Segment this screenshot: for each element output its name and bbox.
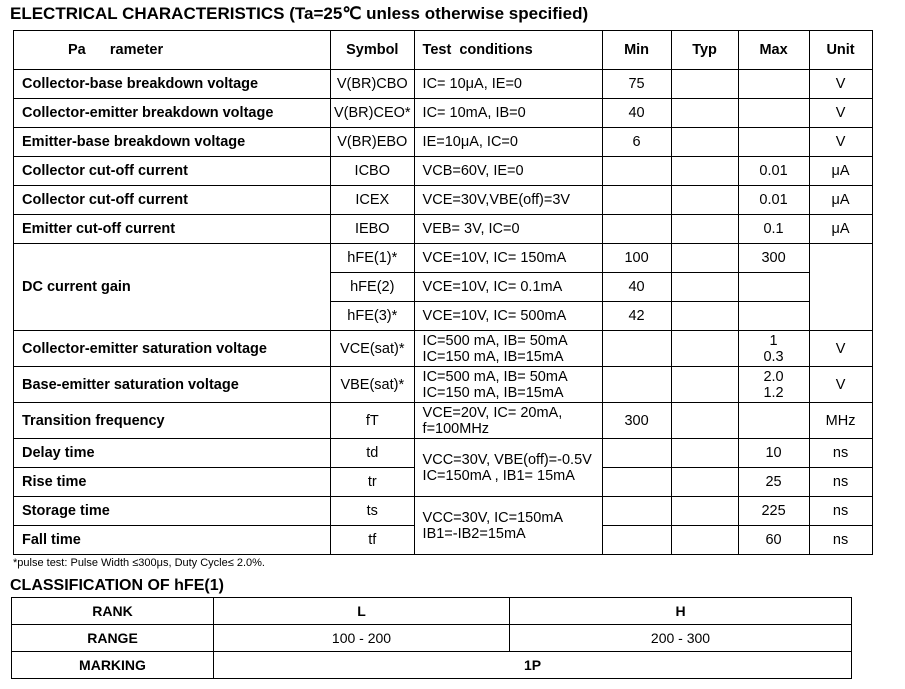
rank-l: L bbox=[214, 598, 510, 625]
rank-label: RANK bbox=[12, 598, 214, 625]
symbol-cell: tr bbox=[331, 468, 415, 497]
typ-cell bbox=[671, 403, 738, 439]
table-row bbox=[14, 70, 873, 99]
conditions-cell bbox=[414, 403, 602, 439]
marking-label: MARKING bbox=[12, 652, 214, 679]
min-cell: 300 bbox=[602, 403, 671, 439]
condition-line: IB1=-IB2=15mA bbox=[422, 525, 526, 542]
max-value: 0.3 bbox=[763, 348, 784, 365]
parameter-cell: Delay time bbox=[14, 439, 331, 468]
conditions-cell: IC= 10mA, IB=0 bbox=[414, 99, 602, 128]
unit-cell: μA bbox=[809, 215, 872, 244]
typ-cell bbox=[671, 99, 738, 128]
condition-line: IC=500 mA, IB= 50mA bbox=[422, 368, 568, 385]
unit-cell: V bbox=[809, 70, 872, 99]
parameter-cell: Collector-base breakdown voltage bbox=[14, 70, 331, 99]
table-row bbox=[12, 625, 852, 652]
typ-cell bbox=[671, 468, 738, 497]
unit-cell: μA bbox=[809, 157, 872, 186]
pulse-test-note: *pulse test: Pulse Width ≤300μs, Duty Cycle≤ 2.0%. bbox=[13, 557, 265, 569]
typ-cell bbox=[671, 497, 738, 526]
table-row bbox=[12, 598, 852, 625]
typ-cell bbox=[671, 367, 738, 403]
min-cell bbox=[602, 468, 671, 497]
min-cell: 75 bbox=[602, 70, 671, 99]
unit-cell: μA bbox=[809, 186, 872, 215]
typ-cell bbox=[671, 157, 738, 186]
parameter-cell: Emitter cut-off current bbox=[14, 215, 331, 244]
max-cell bbox=[738, 302, 809, 331]
table-row bbox=[14, 157, 873, 186]
conditions-cell: VEB= 3V, IC=0 bbox=[414, 215, 602, 244]
table-row bbox=[14, 215, 873, 244]
table-row bbox=[14, 128, 873, 157]
condition-line: f=100MHz bbox=[422, 420, 490, 437]
conditions-cell: VCE=30V,VBE(off)=3V bbox=[414, 186, 602, 215]
symbol-cell: V(BR)CEO* bbox=[331, 99, 415, 128]
max-cell: 300 bbox=[738, 244, 809, 273]
max-cell bbox=[738, 331, 809, 367]
typ-cell bbox=[671, 331, 738, 367]
conditions-cell: VCE=10V, IC= 150mA bbox=[414, 244, 602, 273]
unit-cell: ns bbox=[809, 497, 872, 526]
conditions-cell: VCE=10V, IC= 0.1mA bbox=[414, 273, 602, 302]
conditions-cell bbox=[414, 331, 602, 367]
min-cell bbox=[602, 367, 671, 403]
range-h: 200 - 300 bbox=[510, 625, 852, 652]
min-cell: 42 bbox=[602, 302, 671, 331]
typ-cell bbox=[671, 439, 738, 468]
parameter-cell: Collector-emitter breakdown voltage bbox=[14, 99, 331, 128]
max-cell bbox=[738, 128, 809, 157]
conditions-cell bbox=[414, 497, 602, 555]
condition-line: VCC=30V, IC=150mA bbox=[422, 509, 564, 526]
conditions-cell: VCE=10V, IC= 500mA bbox=[414, 302, 602, 331]
header-unit: Unit bbox=[809, 31, 872, 70]
unit-cell: V bbox=[809, 99, 872, 128]
symbol-cell: td bbox=[331, 439, 415, 468]
table-row bbox=[14, 186, 873, 215]
max-cell: 0.01 bbox=[738, 157, 809, 186]
conditions-cell: VCB=60V, IE=0 bbox=[414, 157, 602, 186]
conditions-cell: IE=10μA, IC=0 bbox=[414, 128, 602, 157]
min-cell: 6 bbox=[602, 128, 671, 157]
parameter-cell: Collector cut-off current bbox=[14, 186, 331, 215]
table-row bbox=[14, 403, 873, 439]
typ-cell bbox=[671, 302, 738, 331]
condition-line: VCE=20V, IC= 20mA, bbox=[422, 404, 563, 421]
symbol-cell: hFE(2) bbox=[331, 273, 415, 302]
max-cell: 25 bbox=[738, 468, 809, 497]
min-cell bbox=[602, 497, 671, 526]
typ-cell bbox=[671, 273, 738, 302]
min-cell bbox=[602, 439, 671, 468]
header-symbol: Symbol bbox=[331, 31, 415, 70]
unit-cell bbox=[809, 244, 872, 331]
min-cell bbox=[602, 331, 671, 367]
marking-value: 1P bbox=[214, 652, 852, 679]
parameter-cell: Emitter-base breakdown voltage bbox=[14, 128, 331, 157]
condition-line: IC=150 mA, IB=15mA bbox=[422, 384, 564, 401]
min-cell: 40 bbox=[602, 273, 671, 302]
parameter-cell: Rise time bbox=[14, 468, 331, 497]
condition-line: VCC=30V, VBE(off)=-0.5V bbox=[422, 451, 592, 468]
symbol-cell: VBE(sat)* bbox=[331, 367, 415, 403]
unit-cell: ns bbox=[809, 468, 872, 497]
typ-cell bbox=[671, 70, 738, 99]
range-l: 100 - 200 bbox=[214, 625, 510, 652]
electrical-characteristics-table bbox=[13, 30, 873, 555]
symbol-cell: hFE(1)* bbox=[331, 244, 415, 273]
symbol-cell: ts bbox=[331, 497, 415, 526]
rank-h: H bbox=[510, 598, 852, 625]
unit-cell: V bbox=[809, 367, 872, 403]
header-max: Max bbox=[738, 31, 809, 70]
min-cell: 100 bbox=[602, 244, 671, 273]
range-label: RANGE bbox=[12, 625, 214, 652]
parameter-cell: Collector cut-off current bbox=[14, 157, 331, 186]
symbol-cell: ICEX bbox=[331, 186, 415, 215]
max-value: 1 bbox=[769, 332, 778, 349]
max-cell bbox=[738, 99, 809, 128]
table-row bbox=[14, 99, 873, 128]
typ-cell bbox=[671, 526, 738, 555]
unit-cell: MHz bbox=[809, 403, 872, 439]
typ-cell bbox=[671, 215, 738, 244]
typ-cell bbox=[671, 186, 738, 215]
parameter-cell: Storage time bbox=[14, 497, 331, 526]
condition-line: IC=150mA , IB1= 15mA bbox=[422, 467, 575, 484]
classification-title: CLASSIFICATION OF hFE(1) bbox=[10, 577, 224, 594]
symbol-cell: hFE(3)* bbox=[331, 302, 415, 331]
max-value: 1.2 bbox=[763, 384, 784, 401]
typ-cell bbox=[671, 128, 738, 157]
min-cell bbox=[602, 215, 671, 244]
condition-line: IC=500 mA, IB= 50mA bbox=[422, 332, 568, 349]
min-cell bbox=[602, 186, 671, 215]
table-row bbox=[14, 244, 873, 273]
symbol-cell: IEBO bbox=[331, 215, 415, 244]
max-cell: 0.01 bbox=[738, 186, 809, 215]
unit-cell: ns bbox=[809, 526, 872, 555]
header-parameter: Pa rameter bbox=[14, 31, 331, 70]
max-cell bbox=[738, 367, 809, 403]
parameter-cell: Collector-emitter saturation voltage bbox=[14, 331, 331, 367]
condition-line: IC=150 mA, IB=15mA bbox=[422, 348, 564, 365]
max-cell: 225 bbox=[738, 497, 809, 526]
parameter-cell: Fall time bbox=[14, 526, 331, 555]
parameter-cell: DC current gain bbox=[14, 244, 331, 331]
symbol-cell: VCE(sat)* bbox=[331, 331, 415, 367]
max-cell bbox=[738, 70, 809, 99]
table-header-row bbox=[14, 31, 873, 70]
classification-table bbox=[11, 597, 852, 679]
table-row bbox=[14, 367, 873, 403]
min-cell bbox=[602, 157, 671, 186]
unit-cell: ns bbox=[809, 439, 872, 468]
typ-cell bbox=[671, 244, 738, 273]
header-conditions: Test conditions bbox=[414, 31, 602, 70]
max-cell: 60 bbox=[738, 526, 809, 555]
table-row bbox=[14, 439, 873, 468]
max-cell: 0.1 bbox=[738, 215, 809, 244]
symbol-cell: V(BR)EBO bbox=[331, 128, 415, 157]
header-typ: Typ bbox=[671, 31, 738, 70]
max-cell bbox=[738, 273, 809, 302]
unit-cell: V bbox=[809, 331, 872, 367]
table-row bbox=[12, 652, 852, 679]
page-title: ELECTRICAL CHARACTERISTICS (Ta=25℃ unless otherwise specified) bbox=[10, 4, 589, 23]
symbol-cell: fT bbox=[331, 403, 415, 439]
max-cell bbox=[738, 403, 809, 439]
max-cell: 10 bbox=[738, 439, 809, 468]
min-cell bbox=[602, 526, 671, 555]
conditions-cell bbox=[414, 439, 602, 497]
parameter-cell: Base-emitter saturation voltage bbox=[14, 367, 331, 403]
symbol-cell: V(BR)CBO bbox=[331, 70, 415, 99]
unit-cell: V bbox=[809, 128, 872, 157]
table-row bbox=[14, 497, 873, 526]
header-min: Min bbox=[602, 31, 671, 70]
max-value: 2.0 bbox=[763, 368, 784, 385]
conditions-cell bbox=[414, 367, 602, 403]
conditions-cell: IC= 10μA, IE=0 bbox=[414, 70, 602, 99]
min-cell: 40 bbox=[602, 99, 671, 128]
symbol-cell: ICBO bbox=[331, 157, 415, 186]
parameter-cell: Transition frequency bbox=[14, 403, 331, 439]
symbol-cell: tf bbox=[331, 526, 415, 555]
table-row bbox=[14, 331, 873, 367]
